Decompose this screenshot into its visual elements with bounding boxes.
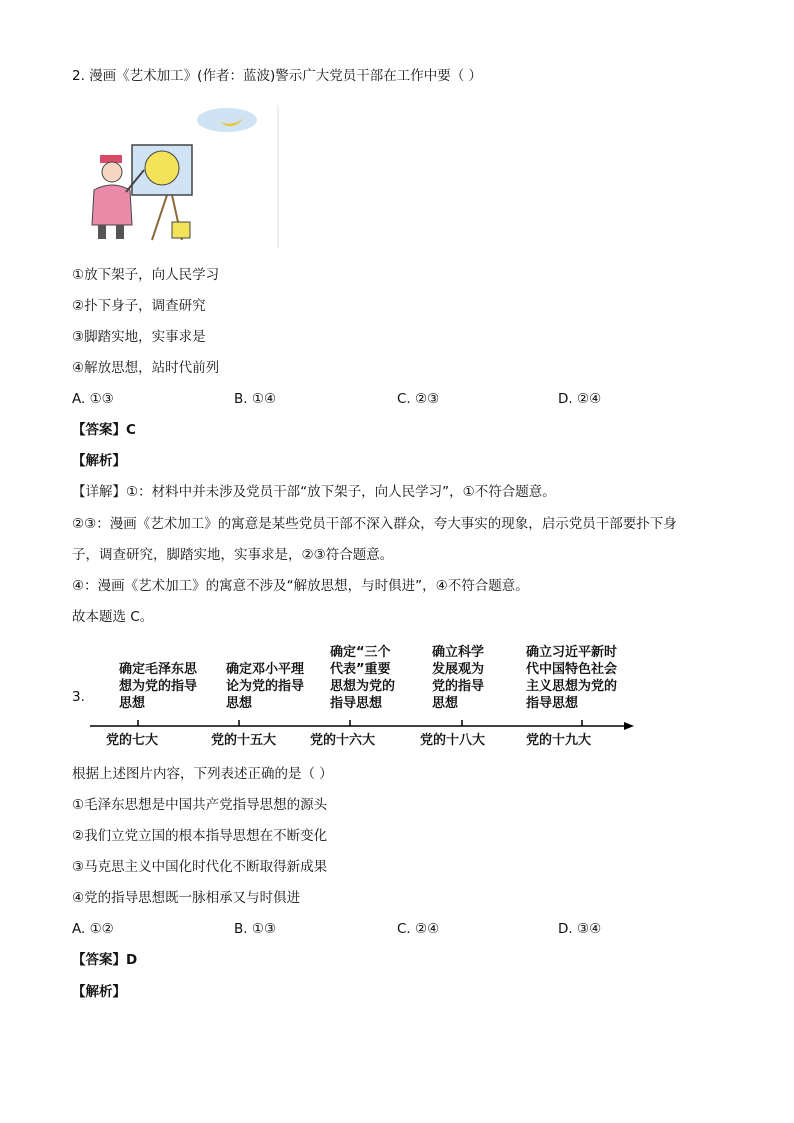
q2-option-c: C. ②③	[397, 391, 440, 407]
q3-option-c: C. ②④	[397, 921, 440, 937]
q3-item-1: ①毛泽东思想是中国共产党指导思想的源头	[72, 797, 328, 813]
painter-leg	[116, 225, 124, 239]
painter-leg	[98, 225, 106, 239]
q2-detail-1: 【详解】①：材料中并未涉及党员干部“放下架子，向人民学习”，①不符合题意。	[72, 484, 556, 500]
easel-leg	[152, 195, 167, 240]
timeline-label-1: 党的七大	[106, 733, 159, 748]
q2-detail-3: 子，调查研究，脚踏实地，实事求是，②③符合题意。	[72, 547, 394, 563]
q2-detail-2: ②③：漫画《艺术加工》的寓意是某些党员干部不深入群众，夸大事实的现象，启示党员干部要扑下身	[72, 516, 677, 532]
q3-option-b: B. ①③	[234, 921, 277, 937]
q2-item-1: ①放下架子，向人民学习	[72, 267, 220, 283]
timeline-event-5: 确立习近平新时 代中国特色社会 主义思想为党的 指导思想	[526, 645, 618, 711]
timeline-event-3: 确定“三个 代表”重要 思想为党的 指导思想	[330, 645, 396, 711]
party-timeline	[72, 640, 642, 750]
q3-item-3: ③马克思主义中国化时代化不断取得新成果	[72, 859, 328, 875]
q2-option-d: D. ②④	[558, 391, 602, 407]
q3-analysis-label: 【解析】	[72, 984, 126, 1000]
q3-stem: 根据上述图片内容，下列表述正确的是（ ）	[72, 766, 333, 782]
q2-answer: 【答案】C	[72, 422, 136, 438]
q2-analysis-label: 【解析】	[72, 453, 126, 469]
q3-number: 3.	[72, 689, 85, 705]
cloud-shape	[197, 108, 257, 132]
timeline-event-4: 确立科学 发展观为 党的指导 思想	[432, 645, 485, 711]
q3-item-4: ④党的指导思想既一脉相承又与时俱进	[72, 890, 301, 906]
q2-stem: 2. 漫画《艺术加工》(作者：蓝波)警示广大党员干部在工作中要（ ）	[72, 68, 482, 84]
paint-bucket	[172, 222, 190, 238]
painter-head	[102, 162, 122, 182]
timeline-label-3: 党的十六大	[310, 733, 376, 748]
q3-option-d: D. ③④	[558, 921, 602, 937]
q2-detail-4: ④：漫画《艺术加工》的寓意不涉及“解放思想，与时俱进”，④不符合题意。	[72, 578, 529, 594]
timeline-label-4: 党的十八大	[420, 733, 486, 748]
timeline-label-5: 党的十九大	[526, 733, 592, 748]
timeline-arrow-icon	[624, 722, 634, 730]
q2-item-2: ②扑下身子，调查研究	[72, 298, 206, 314]
timeline-event-2: 确定邓小平理 论为党的指导 思想	[226, 662, 305, 711]
timeline-event-1: 确定毛泽东思 想为党的指导 思想	[119, 662, 198, 711]
cartoon-illustration	[82, 100, 282, 250]
q2-option-a: A. ①③	[72, 391, 114, 407]
q2-option-b: B. ①④	[234, 391, 277, 407]
q3-option-a: A. ①②	[72, 921, 114, 937]
q2-detail-5: 故本题选 C。	[72, 609, 154, 625]
sun-drawing	[145, 151, 179, 185]
q3-answer: 【答案】D	[72, 952, 138, 968]
q2-item-4: ④解放思想，站时代前列	[72, 360, 220, 376]
q2-item-3: ③脚踏实地，实事求是	[72, 329, 206, 345]
timeline-label-2: 党的十五大	[211, 733, 277, 748]
q3-item-2: ②我们立党立国的根本指导思想在不断变化	[72, 828, 328, 844]
